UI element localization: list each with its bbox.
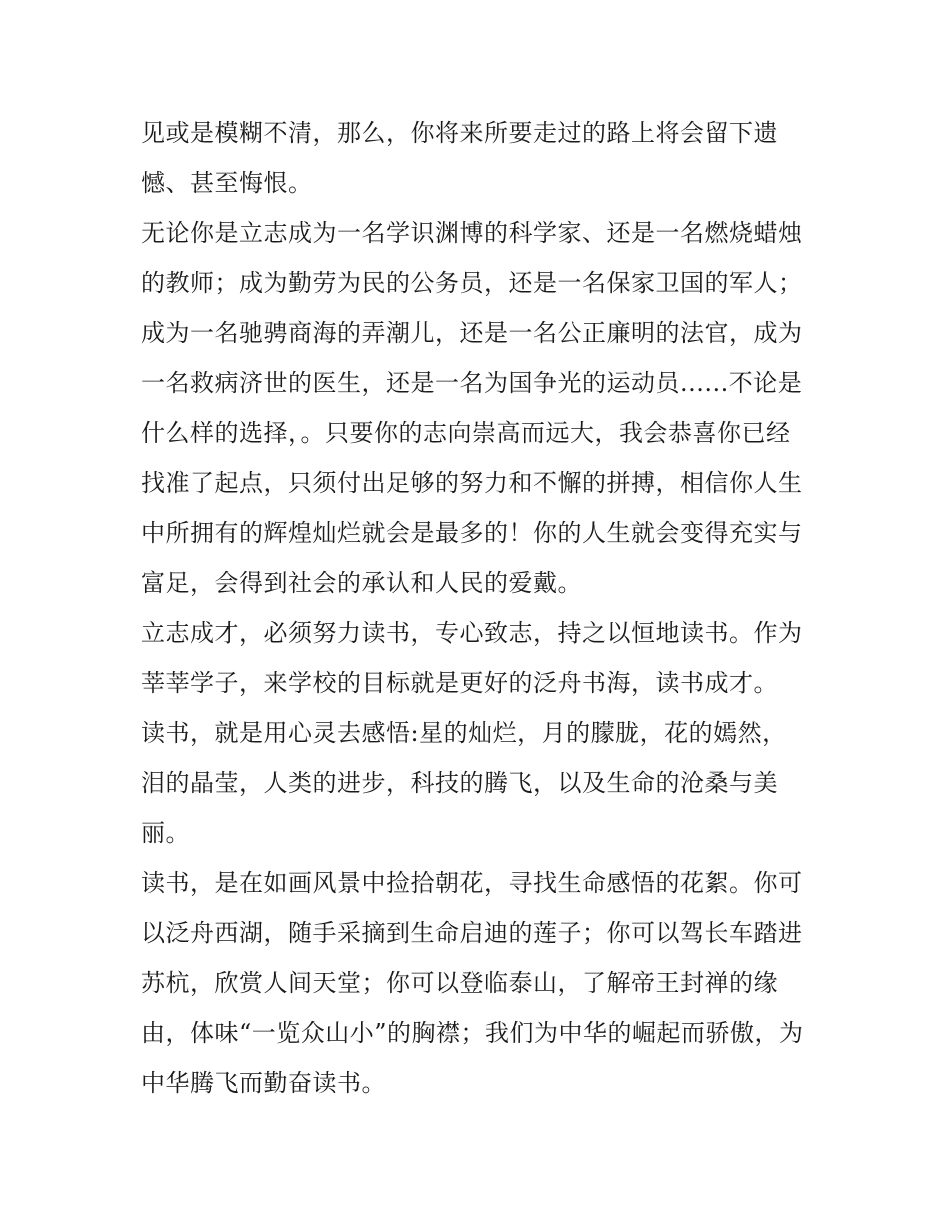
text-line: 的教师；成为勤劳为民的公务员，还是一名保家卫国的军人； <box>141 269 803 297</box>
text-line: 读书，是在如画风景中捡拾朝花，寻找生命感悟的花絮。你可 <box>141 869 803 897</box>
text-line: 中所拥有的辉煌灿烂就会是最多的！你的人生就会变得充实与 <box>141 519 803 547</box>
text-line: 以泛舟西湖，随手采摘到生命启迪的莲子；你可以驾长车踏进 <box>141 919 803 947</box>
text-line: 泪的晶莹，人类的进步，科技的腾飞，以及生命的沧桑与美 <box>141 769 778 797</box>
text-line: 苏杭，欣赏人间天堂；你可以登临泰山，了解帝王封禅的缘 <box>141 969 778 997</box>
text-line: 由，体味“一览众山小”的胸襟；我们为中华的崛起而骄傲，为 <box>141 1019 804 1047</box>
text-line: 憾、甚至悔恨。 <box>141 169 313 197</box>
text-line: 中华腾飞而勤奋读书。 <box>141 1069 386 1097</box>
text-line: 富足，会得到社会的承认和人民的爱戴。 <box>141 569 582 597</box>
text-line: 一名救病济世的医生，还是一名为国争光的运动员......不论是 <box>141 369 803 397</box>
text-line: 无论你是立志成为一名学识渊博的科学家、还是一名燃烧蜡烛 <box>141 219 803 247</box>
text-line: 什么样的选择，。只要你的志向崇高而远大，我会恭喜你已经 <box>141 419 791 447</box>
text-line: 读书，就是用心灵去感悟:星的灿烂，月的朦胧，花的嫣然， <box>141 719 787 747</box>
text-line: 莘莘学子，来学校的目标就是更好的泛舟书海，读书成才。 <box>141 669 778 697</box>
text-line: 成为一名驰骋商海的弄潮儿，还是一名公正廉明的法官，成为 <box>141 319 803 347</box>
document-body <box>141 108 813 1108</box>
text-line: 立志成才，必须努力读书，专心致志，持之以恒地读书。作为 <box>141 619 803 647</box>
text-line: 见或是模糊不清，那么，你将来所要走过的路上将会留下遗 <box>141 119 778 147</box>
text-line: 找准了起点，只须付出足够的努力和不懈的拼搏，相信你人生 <box>141 469 803 497</box>
text-line: 丽。 <box>141 819 190 847</box>
